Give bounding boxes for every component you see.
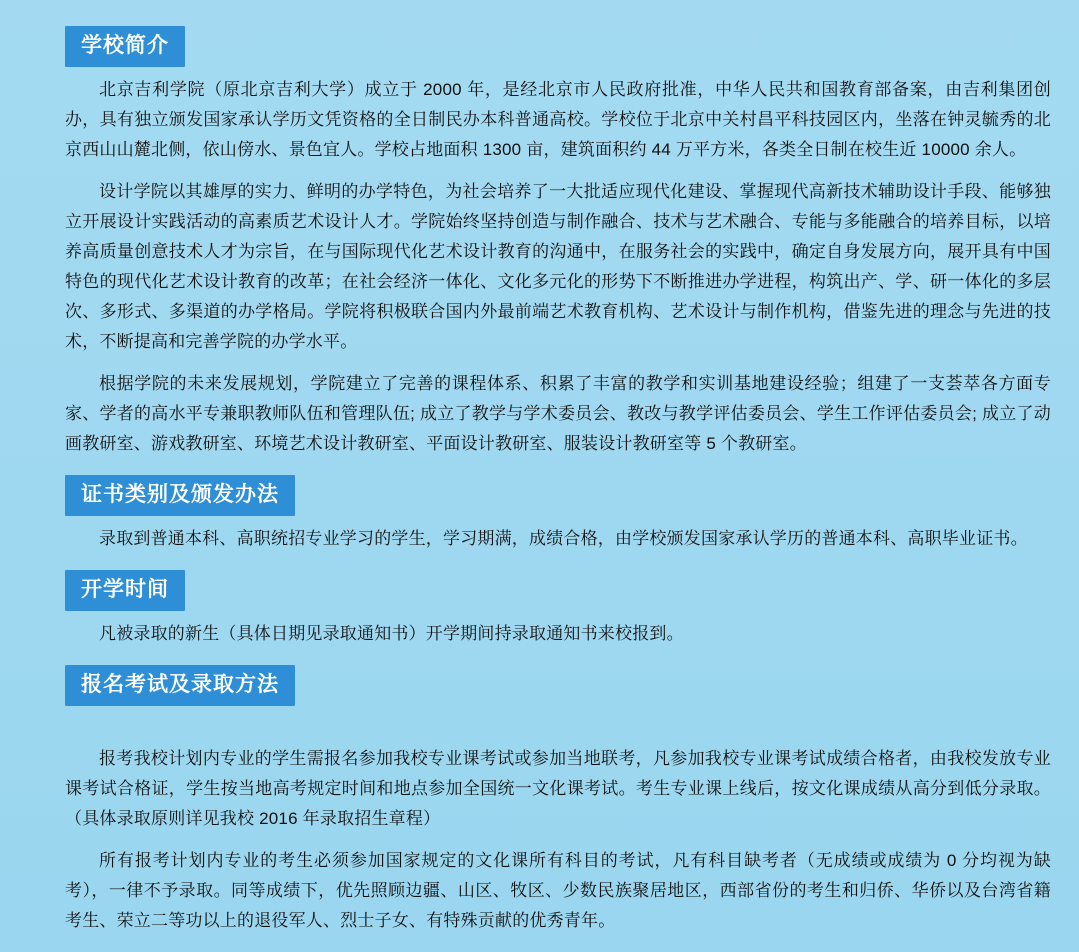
section-heading-school-intro: 学校简介 xyxy=(65,26,185,67)
paragraph: 根据学院的未来发展规划，学院建立了完善的课程体系、积累了丰富的教学和实训基地建设经验；组建了一支荟萃各方面专家、学者的高水平专兼职教师队伍和管理队伍; 成立了教学与学术委员会、教改与教学评估委员会、学生工作评估委员会; 成立了动画教研室、游戏教研室、环境艺术设计教研室、平面设计教研室、服装设计教研室等 5 个教研室。 xyxy=(65,374,1051,453)
paragraph: 北京吉利学院（原北京吉利大学）成立于 2000 年，是经北京市人民政府批准，中华人民共和国教育部备案，由吉利集团创办，具有独立颁发国家承认学历文凭资格的全日制民办本科普通高校。学校位于北京中关村昌平科技园区内，坐落在钟灵毓秀的北京西山山麓北侧，依山傍水、景色宜人。学校占地面积 1300 亩，建筑面积约 44 万平方米，各类全日制在校生近 10000 余人。 xyxy=(65,80,1051,159)
paragraph: 报考我校计划内专业的学生需报名参加我校专业课考试或参加当地联考，凡参加我校专业课考试成绩合格者，由我校发放专业课考试合格证，学生按当地高考规定时间和地点参加全国统一文化课考试。考生专业课上线后，按文化课成绩从高分到低分录取。（具体录取原则详见我校 2016 年录取招生章程） xyxy=(65,749,1051,828)
section-heading-exam-admission: 报名考试及录取方法 xyxy=(65,665,295,706)
section-heading-certificate: 证书类别及颁发办法 xyxy=(65,475,295,516)
section-heading-start-date: 开学时间 xyxy=(65,570,185,611)
paragraph: 凡被录取的新生（具体日期见录取通知书）开学期间持录取通知书来校报到。 xyxy=(99,624,684,643)
section-exam-admission xyxy=(10,655,1069,936)
section-certificate xyxy=(10,465,1069,554)
paragraph: 设计学院以其雄厚的实力、鲜明的办学特色，为社会培养了一大批适应现代化建设、掌握现代高新技术辅助设计手段、能够独立开展设计实践活动的高素质艺术设计人才。学院始终坚持创造与制作融合、技术与艺术融合、专能与多能融合的培养目标，以培养高质量创意技术人才为宗旨，在与国际现代化艺术设计教育的沟通中，在服务社会的实践中，确定自身发展方向，展开具有中国特色的现代化艺术设计教育的改革；在社会经济一体化、文化多元化的形势下不断推进办学进程，构筑出产、学、研一体化的多层次、多形式、多渠道的办学格局。学院将积极联合国内外最前端艺术教育机构、艺术设计与制作机构，借鉴先进的理念与先进的技术，不断提高和完善学院的办学水平。 xyxy=(65,182,1051,351)
section-start-date xyxy=(10,560,1069,649)
paragraph: 所有报考计划内专业的考生必须参加国家规定的文化课所有科目的考试，凡有科目缺考者（无成绩或成绩为 0 分均视为缺考），一律不予录取。同等成绩下，优先照顾边疆、山区、牧区、少数民族聚居地区，西部省份的考生和归侨、华侨以及台湾省籍考生、荣立二等功以上的退役军人、烈士子女、有特殊贡献的优秀青年。 xyxy=(65,851,1051,930)
section-school-intro xyxy=(10,18,1069,459)
paragraph: 录取到普通本科、高职统招专业学习的学生，学习期满，成绩合格，由学校颁发国家承认学历的普通本科、高职毕业证书。 xyxy=(99,529,1028,548)
spacer xyxy=(10,714,1069,744)
